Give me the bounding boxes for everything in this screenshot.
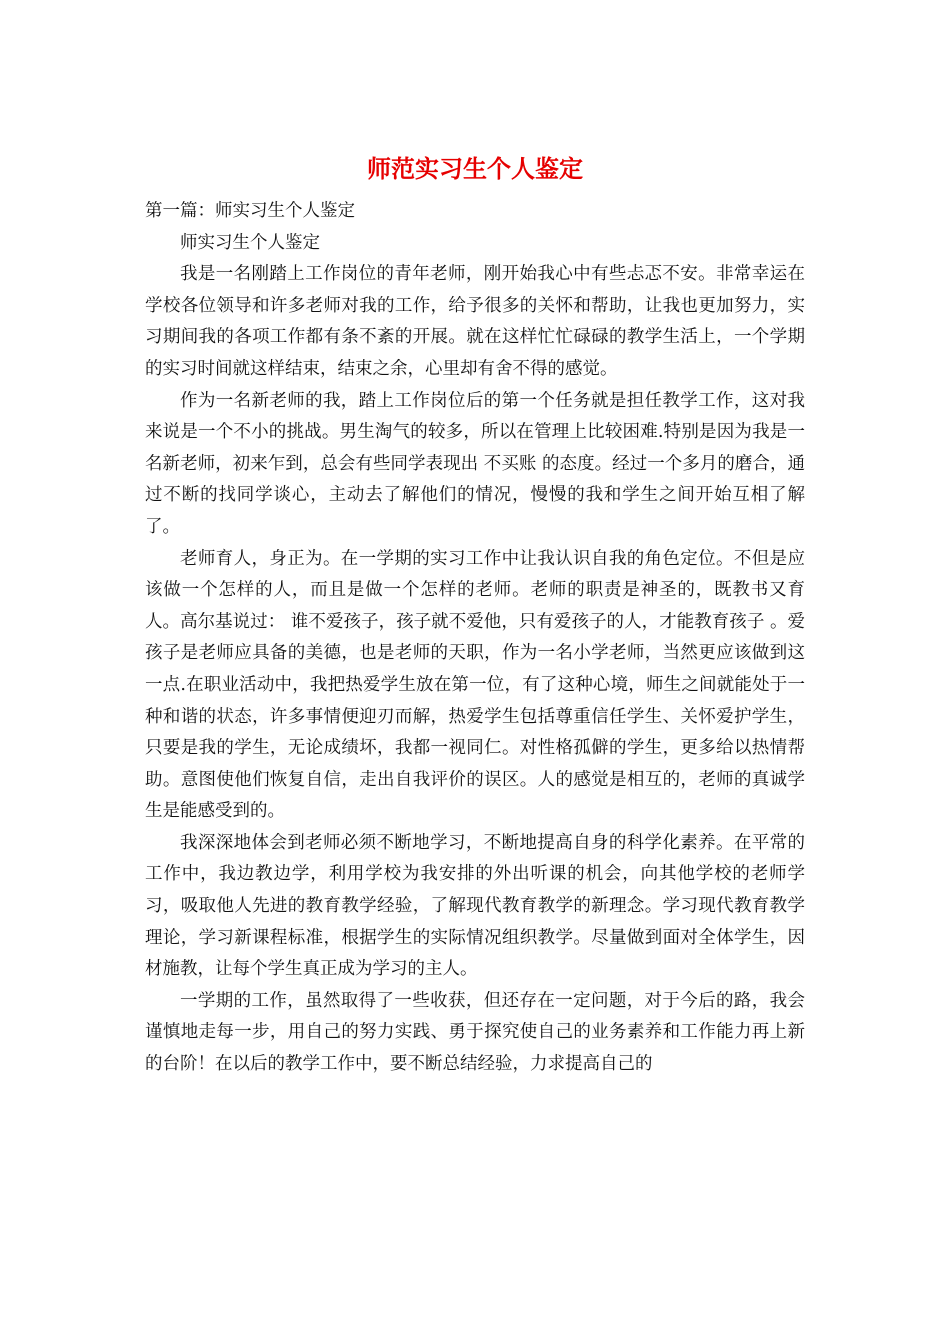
document-body xyxy=(145,196,805,1081)
paragraph: 一学期的工作，虽然取得了一些收获，但还存在一定问题，对于今后的路，我会谨慎地走每一步，用自己的努力实践、勇于探究使自己的业务素养和工作能力再上新的台阶！在以后的教学工作中，要不断总结经验，力求提高自己的 xyxy=(145,990,805,1075)
paragraph: 我是一名刚踏上工作岗位的青年老师，刚开始我心中有些忐忑不安。非常幸运在学校各位领导和许多老师对我的工作，给予很多的关怀和帮助，让我也更加努力，实习期间我的各项工作都有条不紊的开展。就在这样忙忙碌碌的教学生活上，一个学期的实习时间就这样结束，结束之余，心里却有舍不得的感觉。 xyxy=(145,264,805,379)
paragraph: 作为一名新老师的我，踏上工作岗位后的第一个任务就是担任教学工作，这对我来说是一个不小的挑战。男生淘气的较多，所以在管理上比较困难.特别是因为我是一名新老师，初来乍到，总会有些同学表现出 不买账 的态度。经过一个多月的磨合，通过不断的找同学谈心，主动去了解他们的情况，慢慢的我和学生之间开始互相了解了。 xyxy=(145,390,805,537)
section-heading: 第一篇：师实习生个人鉴定 xyxy=(145,201,355,221)
paragraph: 我深深地体会到老师必须不断地学习，不断地提高自身的科学化素养。在平常的工作中，我边教边学，利用学校为我安排的外出听课的机会，向其他学校的老师学习，吸取他人先进的教育教学经验，了解现代教育教学的新理念。学习现代教育教学理论，学习新课程标准，根据学生的实际情况组织教学。尽量做到面对全体学生，因材施教，让每个学生真正成为学习的主人。 xyxy=(145,832,805,980)
document-title: 师范实习生个人鉴定 xyxy=(367,154,583,183)
paragraph: 老师育人，身正为。在一学期的实习工作中让我认识自我的角色定位。不但是应该做一个怎样的人，而且是做一个怎样的老师。老师的职责是神圣的，既教书又育人。高尔基说过： 谁不爱孩子，孩子就不爱他，只有爱孩子的人，才能教育孩子 。爱孩子是老师应具备的美德，也是老师的天职，作为一名小学老师，当然更应该做到这一点.在职业活动中，我把热爱学生放在第一位，有了这种心境，师生之间就能处于一种和谐的状态，许多事情便迎刃而解，热爱学生包括尊重信任学生、关怀爱护学生，只要是我的学生，无论成绩坏，我都一视同仁。对性格孤僻的学生，更多给以热情帮助。意图使他们恢复自信，走出自我评价的误区。人的感觉是相互的，老师的真诚学生是能感受到的。 xyxy=(145,548,805,822)
subheading: 师实习生个人鉴定 xyxy=(180,232,320,253)
